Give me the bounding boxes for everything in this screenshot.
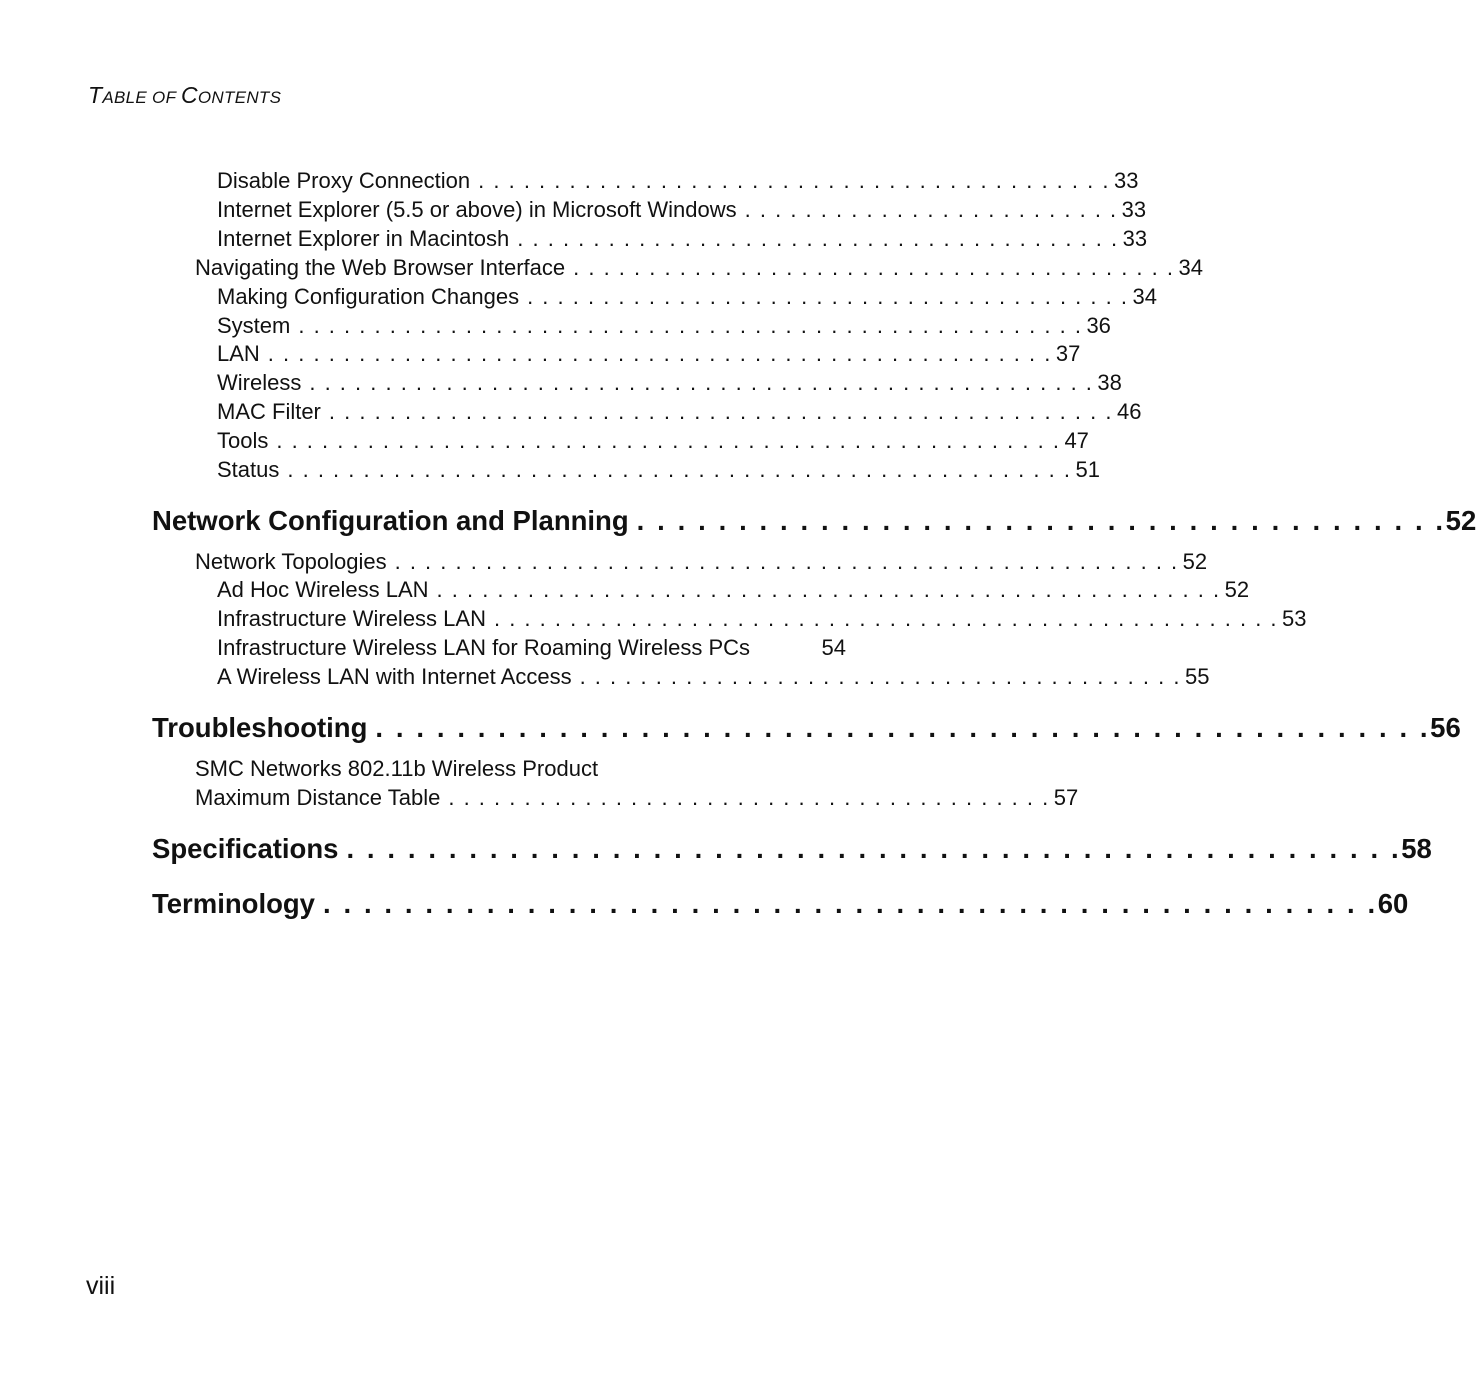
toc-leader-dots: . . . . . . . . . . . . . . . . . . . . . . . . . . . . . . . . . . . . . . . . . . . . . . . . . . . . <box>346 833 1402 864</box>
toc-entry-ad-hoc[interactable] <box>217 575 1250 604</box>
toc-leader-dots: . . . . . . . . . . . . . . . . . . . . . . . . . . . . . . . . . . . . . . . . . . . . . . . . . . . . <box>328 399 1113 424</box>
toc-entry-tools[interactable] <box>217 426 1089 455</box>
toc-entry-label: LAN <box>217 341 260 366</box>
toc-leader-dots: . . . . . . . . . . . . . . . . . . . . . . . . . . . . . . . . . . . . . . . . . . . . . . . . . . . . <box>493 606 1279 631</box>
toc-page-number: 57 <box>1053 785 1079 810</box>
toc-page-number: 52 <box>1445 505 1476 536</box>
toc-chapter-network-configuration[interactable] <box>152 503 1476 539</box>
running-head-initial-t: T <box>88 82 103 108</box>
toc-leader-dots: . . . . . . . . . . . . . . . . . . . . . . . . . . . . . . . . . . . . . . . . . . . . . . . . . . . . <box>309 370 1094 395</box>
toc-page-number: 53 <box>1282 606 1307 631</box>
toc-leader-dots: . . . . . . . . . . . . . . . . . . . . . . . . . . . . . . . . . . . . . . . . . . . . . . . . . . . . <box>322 888 1378 919</box>
toc-page-number: 52 <box>1224 577 1250 602</box>
toc-page-number: 46 <box>1116 399 1142 424</box>
toc-page-number: 55 <box>1184 664 1210 689</box>
toc-entry-label: MAC Filter <box>217 399 321 424</box>
toc-leader-dots: . . . . . . . . . . . . . . . . . . . . . . . . . . . . . . . . . . . . . . . . . . . . . . . . . . . . <box>436 577 1221 602</box>
toc-page-number: 34 <box>1178 255 1203 280</box>
toc-page-number: 51 <box>1075 457 1100 482</box>
toc-page-number: 52 <box>1182 549 1208 574</box>
toc-leader-dots: . . . . . . . . . . . . . . . . . . . . . . . . . . . . . . . . . . . . . . . . . . . . . . . . . . . . <box>276 428 1061 453</box>
toc-leader-dots: . . . . . . . . . . . . . . . . . . . . . . . . . . . . . . . . . . . . . . . . <box>448 785 1050 810</box>
toc-entry-status[interactable] <box>217 455 1100 484</box>
toc-page-number: 33 <box>1113 168 1139 193</box>
toc-leader-dots: . . . . . . . . . . . . . . . . . . . . . . . . . . . . . . . . . . . . . . . . . . . . . . . . . . . . <box>298 313 1083 338</box>
toc-entry-infrastructure[interactable] <box>217 604 1307 633</box>
toc-entry-label: Navigating the Web Browser Interface <box>195 255 566 280</box>
toc-entry-label: Infrastructure Wireless LAN <box>217 606 486 631</box>
toc-chapter-label: Troubleshooting <box>152 712 368 743</box>
toc-leader-dots: . . . . . . . . . . . . . . . . . . . . . . . . . . . . . . . . . . . . . . . . <box>517 226 1119 251</box>
toc-entry-label: Status <box>217 457 280 482</box>
toc-page-number: 33 <box>1121 197 1147 222</box>
toc-entry-internet-access[interactable] <box>217 662 1210 691</box>
toc-entry-label: Ad Hoc Wireless LAN <box>217 577 429 602</box>
toc-page-number: 47 <box>1064 428 1089 453</box>
toc-page-number: 34 <box>1132 284 1157 309</box>
toc-page-number: 38 <box>1097 370 1122 395</box>
toc-page-number: 33 <box>1122 226 1148 251</box>
toc-entry-label: Tools <box>217 428 269 453</box>
toc-leader-dots: . . . . . . . . . . . . . . . . . . . . . . . . . . . . . . . . . . . . . . . . <box>527 284 1129 309</box>
toc-entry-label: System <box>217 313 291 338</box>
toc-chapter-troubleshooting[interactable] <box>152 710 1461 746</box>
toc-entry-making-config-changes[interactable] <box>217 282 1157 311</box>
toc-entry-ie-windows[interactable] <box>217 195 1147 224</box>
toc-entry-infrastructure-roaming[interactable] <box>217 633 846 662</box>
toc-leader-dots: . . . . . . . . . . . . . . . . . . . . . . . . . . . . . . . . . . . . . . . . . . . . . . . . . . . . <box>267 341 1052 366</box>
toc-entry-navigating-interface[interactable] <box>195 253 1203 282</box>
toc-chapter-label: Terminology <box>152 888 315 919</box>
toc-chapter-terminology[interactable] <box>152 886 1409 922</box>
toc-entry-system[interactable] <box>217 311 1111 340</box>
toc-leader-dots: . . . . . . . . . . . . . . . . . . . . . . . . . . . . . . . . . . . . . . . . . . . . . . . . . . . . <box>375 712 1431 743</box>
toc-entry-label: A Wireless LAN with Internet Access <box>217 664 572 689</box>
toc-page-number: 37 <box>1055 341 1081 366</box>
toc-entry-label: Internet Explorer (5.5 or above) in Microsoft Windows <box>217 197 737 222</box>
toc-entry-label-line1[interactable]: SMC Networks 802.11b Wireless Product <box>195 756 599 781</box>
toc-page-number: 36 <box>1086 313 1111 338</box>
running-head <box>88 82 281 109</box>
toc-leader-dots: . . . . . . . . . . . . . . . . . . . . . . . . . . . . . . . . . . . . . . . . <box>636 505 1446 536</box>
toc-entry-label: Maximum Distance Table <box>195 785 441 810</box>
toc-leader-dots: . . . . . . . . . . . . . . . . . . . . . . . . . <box>744 197 1118 222</box>
toc-entry-label: Disable Proxy Connection <box>217 168 471 193</box>
running-head-initial-c: C <box>180 82 198 108</box>
toc-chapter-label: Network Configuration and Planning <box>152 505 629 536</box>
toc-page-number: 54 <box>821 635 846 660</box>
toc-entry-network-topologies[interactable] <box>195 547 1208 576</box>
toc-chapter-specifications[interactable] <box>152 831 1432 867</box>
toc-entry-wireless[interactable] <box>217 368 1122 397</box>
toc-entry-label: Internet Explorer in Macintosh <box>217 226 510 251</box>
toc-entry-disable-proxy[interactable] <box>217 166 1139 195</box>
toc-page-number: 58 <box>1401 833 1432 864</box>
toc-leader-dots: . . . . . . . . . . . . . . . . . . . . . . . . . . . . . . . . . . . . . . . . <box>579 664 1181 689</box>
toc-entry-mac-filter[interactable] <box>217 397 1142 426</box>
toc-page-number: 56 <box>1430 712 1461 743</box>
running-head-smallcaps-2: ONTENTS <box>197 88 282 107</box>
toc-entry-label: Infrastructure Wireless LAN for Roaming Wireless PCs <box>217 635 751 660</box>
toc-entry-ie-macintosh[interactable] <box>217 224 1148 253</box>
toc-entry-label: Making Configuration Changes <box>217 284 520 309</box>
toc-chapter-label: Specifications <box>152 833 339 864</box>
running-head-smallcaps-1: ABLE OF <box>102 88 181 107</box>
toc-leader-dots: . . . . . . . . . . . . . . . . . . . . . . . . . . . . . . . . . . . . . . . . <box>573 255 1175 280</box>
toc-leader-dots: . . . . . . . . . . . . . . . . . . . . . . . . . . . . . . . . . . . . . . . . . . . . . . . . . . . . <box>287 457 1072 482</box>
toc-entry-lan[interactable] <box>217 339 1081 368</box>
toc-leader-dots: . . . . . . . . . . . . . . . . . . . . . . . . . . . . . . . . . . . . . . . . . . . . . . . . . . . . <box>394 549 1179 574</box>
toc-entry-max-distance-table[interactable] <box>195 783 1079 812</box>
toc-leader-dots: . . . . . . . . . . . . . . . . . . . . . . . . . . . . . . . . . . . . . . . . . . <box>478 168 1110 193</box>
page-folio: viii <box>86 1272 116 1300</box>
toc-page-number: 60 <box>1377 888 1409 919</box>
toc-entry-label: Network Topologies <box>195 549 387 574</box>
toc-entry-label: Wireless <box>217 370 302 395</box>
